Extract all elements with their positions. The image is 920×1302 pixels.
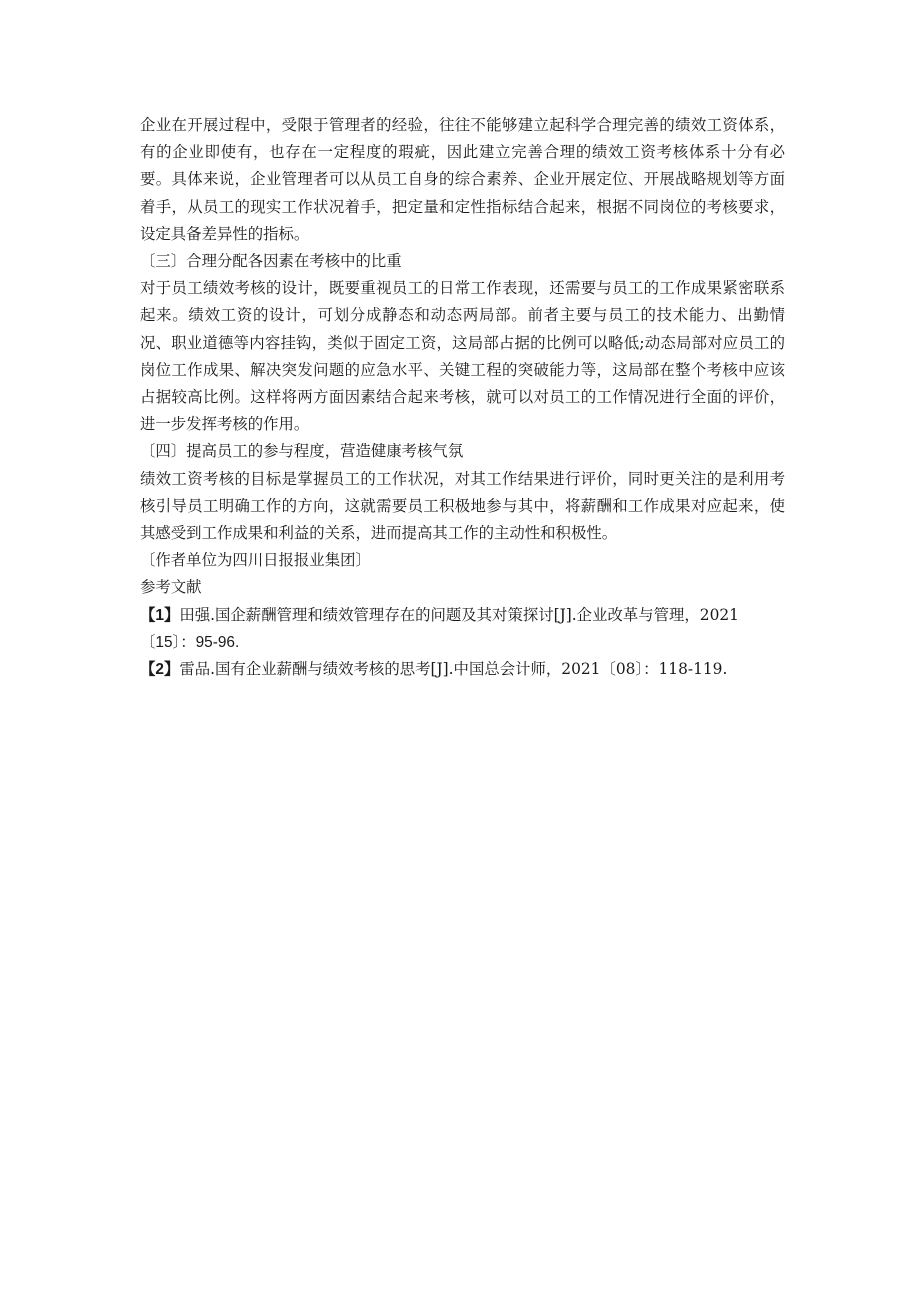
reference-text-continued: 〔15〕：95-96.: [140, 633, 240, 651]
document-body: [140, 112, 785, 683]
reference-number: 【1】: [140, 606, 180, 624]
reference-text: 田强.国企薪酬管理和绩效管理存在的问题及其对策探讨[J].企业改革与管理，2021: [179, 605, 739, 624]
section-heading-four: 〔四〕提高员工的参与程度，营造健康考核气氛: [140, 442, 464, 461]
reference-item: [140, 602, 785, 656]
author-affiliation: 〔作者单位为四川日报报业集团〕: [140, 551, 371, 570]
reference-number: 【2】: [140, 661, 180, 679]
reference-item: [140, 656, 785, 683]
reference-text: 雷品.国有企业薪酬与绩效考核的思考[J].中国总会计师，2021〔08〕：118-119.: [179, 660, 728, 679]
references-title: 参考文献: [140, 578, 202, 597]
section-heading-three: 〔三〕合理分配各因素在考核中的比重: [140, 252, 402, 271]
paragraph-section-three: 对于员工绩效考核的设计，既要重视员工的日常工作表现，还需要与员工的工作成果紧密联系起来。绩效工资的设计，可划分成静态和动态两局部。前者主要与员工的技术能力、出勤情况、职业道德等内容挂钩，类似于固定工资，这局部占据的比例可以略低;动态局部对应员工的岗位工作成果、解决突发问题的应急水平、关键工程的突破能力等，这局部在整个考核中应该占据较高比例。这样将两方面因素结合起来考核，就可以对员工的工作情况进行全面的评价，进一步发挥考核的作用。: [140, 279, 785, 434]
paragraph-section-four: 绩效工资考核的目标是掌握员工的工作状况，对其工作结果进行评价，同时更关注的是利用考核引导员工明确工作的方向，这就需要员工积极地参与其中，将薪酬和工作成果对应起来，使其感受到工作成果和利益的关系，进而提高其工作的主动性和积极性。: [140, 469, 785, 543]
paragraph-intro: 企业在开展过程中，受限于管理者的经验，往往不能够建立起科学合理完善的绩效工资体系，有的企业即使有，也存在一定程度的瑕疵，因此建立完善合理的绩效工资考核体系十分有必要。具体来说，企业管理者可以从员工自身的综合素养、企业开展定位、开展战略规划等方面着手，从员工的现实工作状况着手，把定量和定性指标结合起来，根据不同岗位的考核要求，设定具备差异性的指标。: [140, 116, 785, 243]
